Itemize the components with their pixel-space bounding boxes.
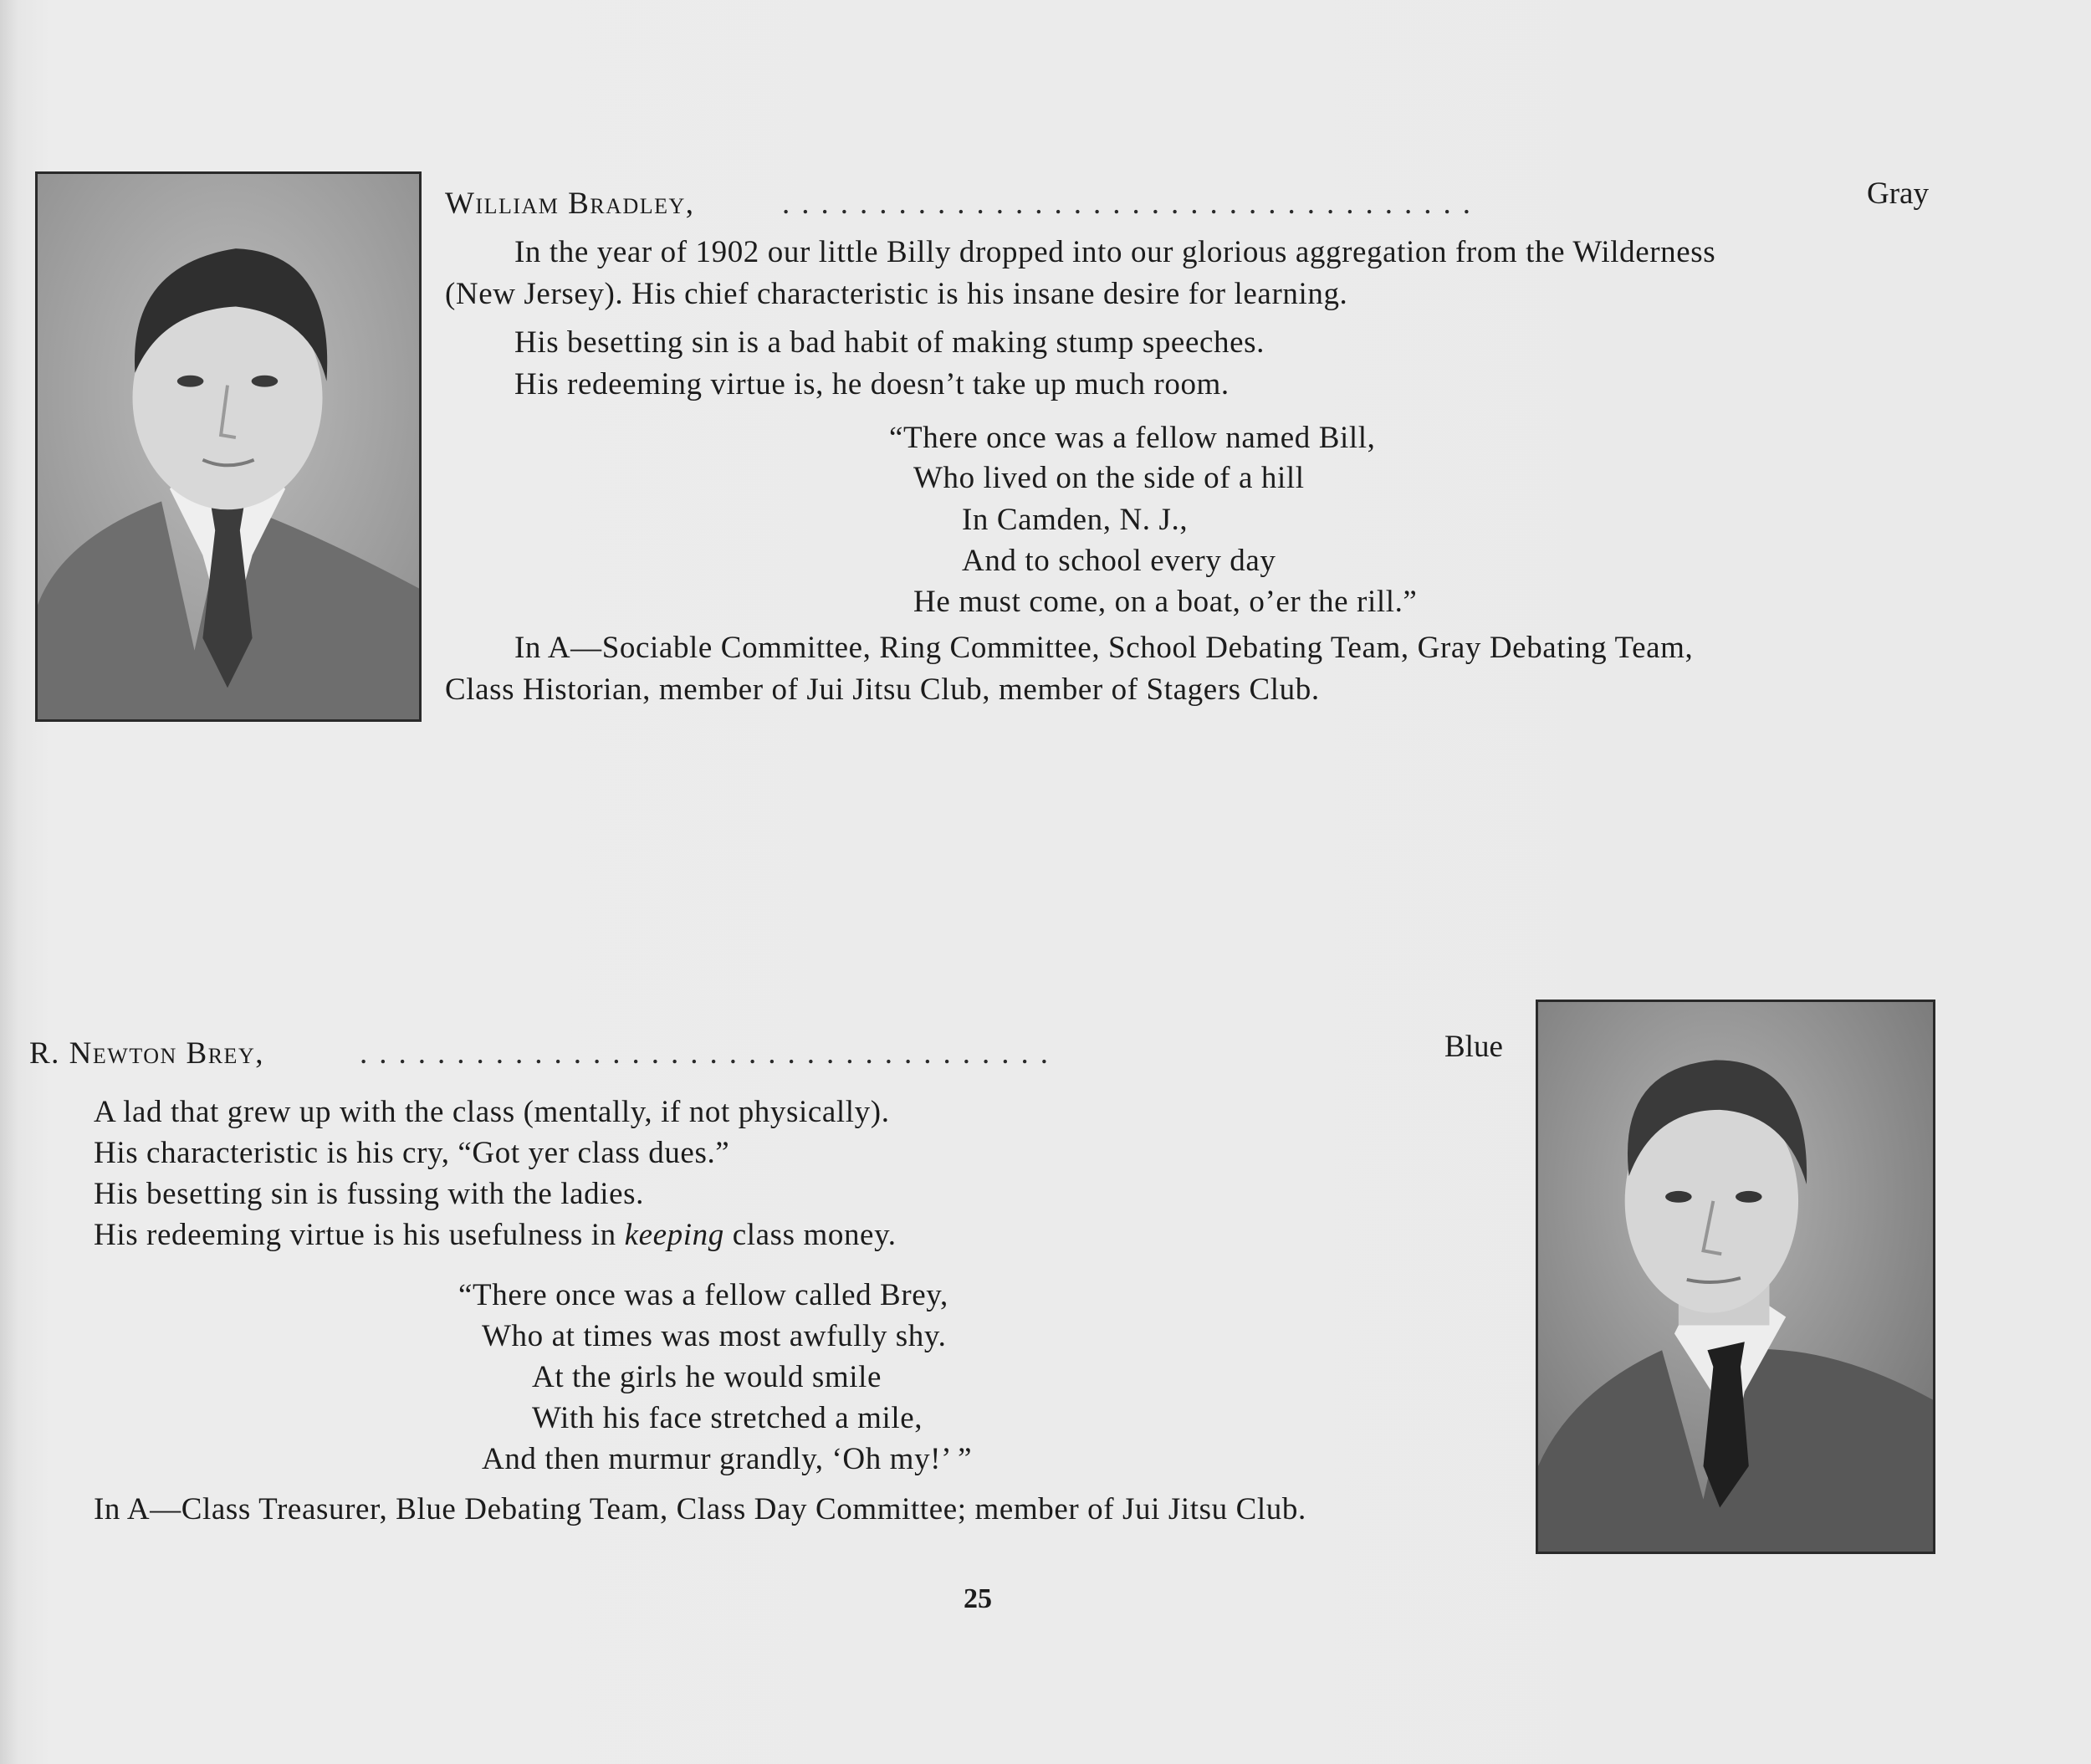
entry2-name: R. Newton Brey,: [29, 1036, 264, 1071]
entry2-team: Blue: [1444, 1030, 1503, 1064]
entry2-poem-line-3: At the girls he would smile: [532, 1360, 882, 1394]
entry2-line-3: His besetting sin is fussing with the ladies.: [94, 1177, 645, 1211]
entry1-line-4: His redeeming virtue is, he doesn’t take up much room.: [514, 367, 1230, 401]
entry1-line-2: (New Jersey). His chief characteristic is his insane desire for learning.: [445, 277, 1348, 311]
entry1-team: Gray: [1867, 176, 1929, 211]
portrait-r-newton-brey: [1536, 1000, 1935, 1554]
entry2-virtue-italic: keeping: [624, 1218, 724, 1252]
entry2-line-2: His characteristic is his cry, “Got yer class dues.”: [94, 1136, 730, 1170]
entry2-virtue-after: class money.: [723, 1218, 897, 1252]
page-number: 25: [964, 1583, 992, 1614]
entry1-poem-line-2: Who lived on the side of a hill: [913, 461, 1305, 495]
entry2-dot-leader: ....................................: [360, 1036, 1060, 1071]
entry2-poem-line-1: “There once was a fellow called Brey,: [458, 1278, 948, 1312]
entry1-activities-line-1: In A—Sociable Committee, Ring Committee, School Debating Team, Gray Debating Team,: [514, 631, 1694, 665]
entry2-poem-line-5: And then murmur grandly, ‘Oh my!’ ”: [482, 1442, 973, 1476]
entry2-name-heading: [29, 1035, 264, 1071]
entry2-virtue-before: His redeeming virtue is his usefulness in: [94, 1218, 625, 1252]
entry1-poem-line-1: “There once was a fellow named Bill,: [889, 421, 1376, 455]
portrait-william-bradley: [35, 171, 422, 722]
entry2-activities: In A—Class Treasurer, Blue Debating Team, Class Day Committee; member of Jui Jitsu Club.: [94, 1492, 1306, 1526]
entry1-name: William Bradley,: [445, 187, 695, 221]
entry1-line-3: His besetting sin is a bad habit of making stump speeches.: [514, 325, 1265, 360]
entry1-poem-line-5: He must come, on a boat, o’er the rill.”: [913, 585, 1418, 619]
entry2-poem-line-2: Who at times was most awfully shy.: [482, 1319, 947, 1353]
entry2-line-4: [94, 1217, 897, 1253]
entry1-dot-leader: ....................................: [782, 187, 1482, 221]
entry2-poem-line-4: With his face stretched a mile,: [532, 1401, 923, 1435]
entry1-poem-line-4: And to school every day: [962, 544, 1276, 578]
entry2-line-1: A lad that grew up with the class (mentally, if not physically).: [94, 1095, 890, 1129]
entry1-name-heading: [445, 186, 695, 222]
entry1-activities-line-2: Class Historian, member of Jui Jitsu Club, member of Stagers Club.: [445, 672, 1320, 707]
entry1-line-1: In the year of 1902 our little Billy dropped into our glorious aggregation from the Wilderness: [514, 235, 1716, 269]
entry1-poem-line-3: In Camden, N. J.,: [962, 503, 1189, 537]
